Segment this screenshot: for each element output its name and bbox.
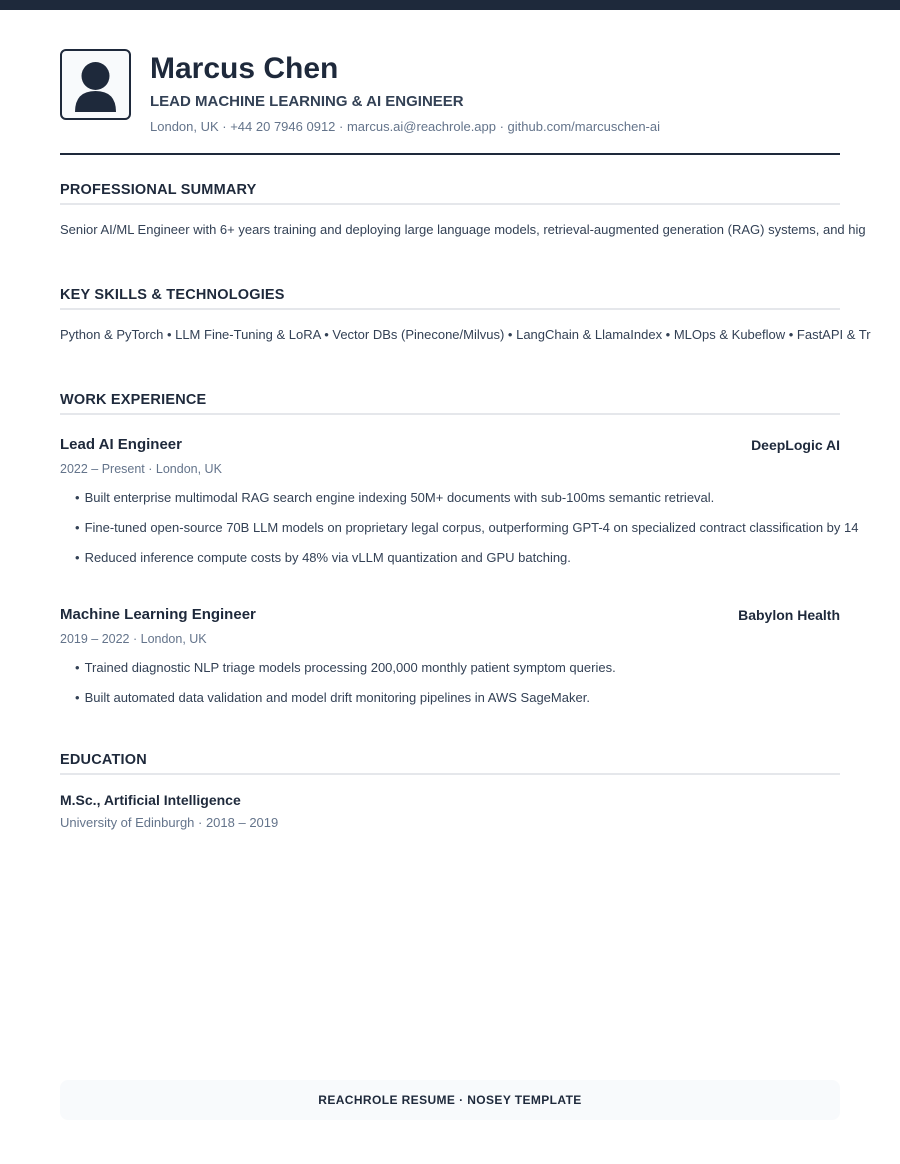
job-bullet [75,520,858,536]
contact-line: London, UK · +44 20 7946 0912 · marcus.ai@reachrole.app · github.com/marcuschen-ai [150,119,661,134]
education-degree: M.Sc., Artificial Intelligence [60,792,241,808]
job-title: Lead AI Engineer [60,436,182,453]
bullet-dot: • [75,490,80,505]
section-heading-experience: WORK EXPERIENCE [60,391,840,415]
education-school: University of Edinburgh · 2018 – 2019 [60,815,279,830]
job-company: Babylon Health [738,607,840,623]
bullet-dot: • [75,690,80,705]
bullet-text: Reduced inference compute costs by 48% via vLLM quantization and GPU batching. [84,550,571,565]
candidate-name: Marcus Chen [150,52,339,85]
job-meta: 2022 – Present · London, UK [60,462,222,476]
person-silhouette-icon [60,49,131,120]
resume-header [60,49,840,155]
job-bullet [75,550,571,566]
job-bullet [75,660,616,676]
section-heading-skills: KEY SKILLS & TECHNOLOGIES [60,286,840,310]
job-title: Machine Learning Engineer [60,606,256,623]
section-heading-summary: PROFESSIONAL SUMMARY [60,181,840,205]
job-bullet [75,690,590,706]
job-bullet [75,490,714,506]
bullet-dot: • [75,660,80,675]
job-company: DeepLogic AI [751,437,840,453]
bullet-text: Fine-tuned open-source 70B LLM models on proprietary legal corpus, outperforming GPT-4 on specialized contract classification by 14 [84,520,859,535]
candidate-title: LEAD MACHINE LEARNING & AI ENGINEER [150,93,464,110]
top-accent-bar [0,0,900,10]
bullet-text: Trained diagnostic NLP triage models processing 200,000 monthly patient symptom queries. [84,660,616,675]
bullet-text: Built automated data validation and model drift monitoring pipelines in AWS SageMaker. [84,690,590,705]
skills-text: Python & PyTorch • LLM Fine-Tuning & LoRA • Vector DBs (Pinecone/Milvus) • LangChain & LlamaIndex • MLOps & Kubeflow • FastAPI & Tr [60,327,871,342]
job-meta: 2019 – 2022 · London, UK [60,632,207,646]
bullet-dot: • [75,520,80,535]
bullet-text: Built enterprise multimodal RAG search engine indexing 50M+ documents with sub-100ms semantic retrieval. [84,490,715,505]
bullet-dot: • [75,550,80,565]
summary-text: Senior AI/ML Engineer with 6+ years training and deploying large language models, retrieval-augmented generation (RAG) systems, and hig [60,222,866,237]
template-footer: REACHROLE RESUME · NOSEY TEMPLATE [60,1080,840,1120]
section-heading-education: EDUCATION [60,751,840,775]
